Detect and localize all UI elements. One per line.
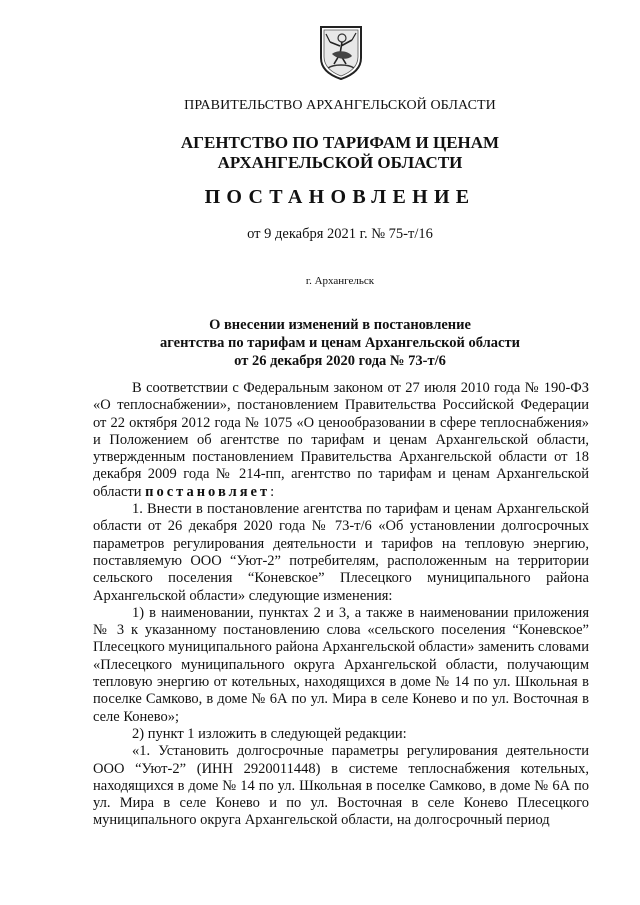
document-body xyxy=(93,380,589,830)
subject-line-1: О внесении изменений в постановление xyxy=(209,317,471,333)
document-date: от 9 декабря 2021 г. № 75-т/16 xyxy=(247,226,433,242)
resolves-keyword: постановляет xyxy=(145,483,271,500)
paragraph-subitem-1: 1) в наименовании, пунктах 2 и 3, а также в наименовании приложения № 3 к указанному постановлению слова «сельского поселения “Коневское” Плесецкого муниципального района Архангельской области» заменить словами «Плесецкого муниципального округа Архангельской области, получающим тепловую энергию от котельных, находящихся в доме № 14 по ул. Школьная в поселке Самково, в доме № 6А по ул. Мира в селе Конево и по ул. Восточная в селе Конево»; xyxy=(93,604,589,725)
coat-of-arms-icon xyxy=(318,24,364,80)
document-subject xyxy=(0,316,640,370)
document-type: ПОСТАНОВЛЕНИЕ xyxy=(204,186,476,208)
agency-name xyxy=(0,133,640,173)
paragraph-item-1: 1. Внести в постановление агентства по тарифам и ценам Архангельской области от 26 декабря 2020 года № 73-т/6 «Об установлении долгосрочных параметров регулирования деятельности и тарифов на тепловую энергию, поставляемую ООО “Уют-2” потребителям, расположенным на территории сельского поселения “Коневское” Плесецкого муниципального района Архангельской области» следующие изменения: xyxy=(93,501,589,604)
paragraph-subitem-2: 2) пункт 1 изложить в следующей редакции: xyxy=(132,725,407,742)
agency-line-1: АГЕНТСТВО ПО ТАРИФАМ И ЦЕНАМ xyxy=(180,133,500,152)
preamble-text: В соответствии с Федеральным законом от 27 июля 2010 года № 190-ФЗ «О теплоснабжении», постановлением Правительства Российской Федерации от 22 октября 2012 года № 1075 «О ценообразовании в сфере теплоснабжения» и Положением об агентстве по тарифам и ценам Архангельской области, утвержденным постановлением Правительства Архангельской области от 18 декабря 2009 года № 214-пп, агентство по тарифам и ценам Архангельской области xyxy=(93,380,589,500)
preamble-end: : xyxy=(270,483,275,500)
city: г. Архангельск xyxy=(305,275,375,287)
subject-line-3: от 26 декабря 2020 года № 73-т/6 xyxy=(234,353,446,369)
paragraph-preamble xyxy=(93,380,589,501)
government-name: ПРАВИТЕЛЬСТВО АРХАНГЕЛЬСКОЙ ОБЛАСТИ xyxy=(184,98,496,113)
subject-line-2: агентства по тарифам и ценам Архангельской области xyxy=(160,335,520,351)
paragraph-new-text: «1. Установить долгосрочные параметры регулирования деятельности ООО “Уют-2” (ИНН 2920011448) в системе теплоснабжения котельных, находящихся в доме № 14 по ул. Школьная в поселке Самково, в доме № 6А по ул. Мира в селе Конево и по ул. Восточная в селе Конево Плесецкого муниципального округа Архангельской области, на долгосрочный период xyxy=(93,743,589,829)
agency-line-2: АРХАНГЕЛЬСКОЙ ОБЛАСТИ xyxy=(217,153,463,172)
